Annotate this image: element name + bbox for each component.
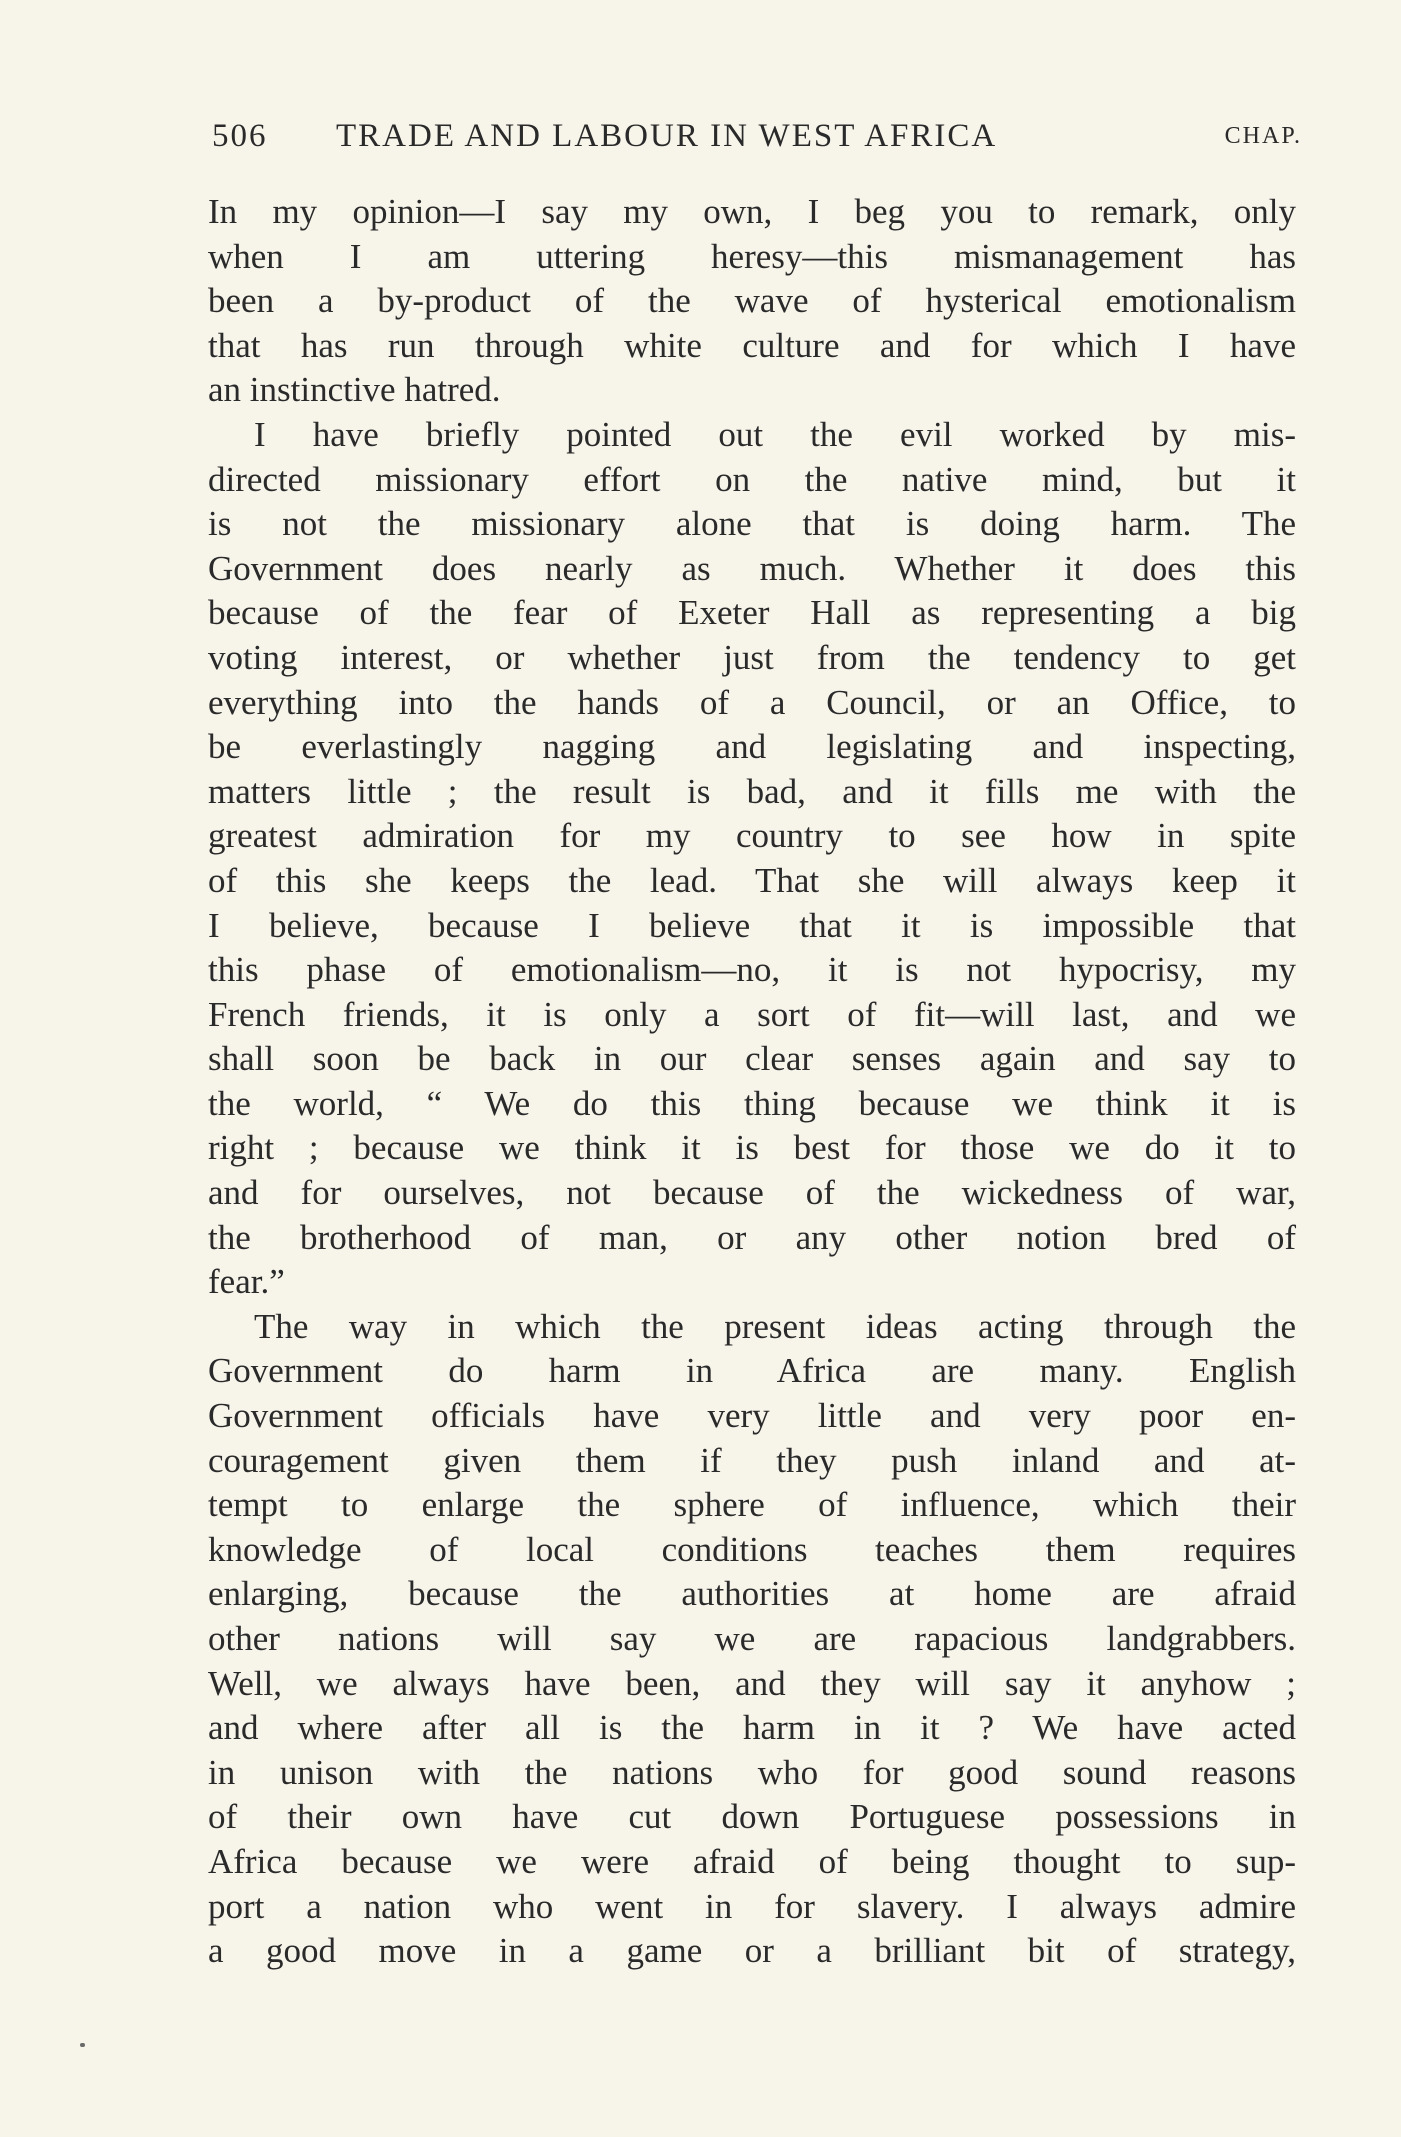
text-line: Government officials have very little and very poor en- [208, 1396, 1296, 1436]
text-line: and where after all is the harm in it ? We have acted [208, 1708, 1296, 1748]
text-line: couragement given them if they push inland and at- [208, 1440, 1296, 1480]
text-line: tempt to enlarge the sphere of influence, which their [208, 1485, 1296, 1525]
text-line: fear.” [208, 1262, 285, 1302]
text-line: other nations will say we are rapacious landgrabbers. [208, 1619, 1296, 1658]
chapter-marker: CHAP. [1224, 123, 1302, 149]
text-line: Government does nearly as much. Whether it does this [208, 548, 1296, 588]
text-line: the brotherhood of man, or any other notion bred of [208, 1217, 1296, 1257]
text-line: of their own have cut down Portuguese possessions in [208, 1797, 1296, 1837]
text-line: voting interest, or whether just from the tendency to get [208, 637, 1296, 677]
page-header [212, 112, 1302, 160]
text-line: I have briefly pointed out the evil worked by mis- [254, 414, 1296, 454]
text-line: French friends, it is only a sort of fit—will last, and we [208, 994, 1296, 1034]
text-line: when I am uttering heresy—this mismanagement has [208, 236, 1296, 276]
running-title: TRADE AND LABOUR IN WEST AFRICA [336, 118, 998, 154]
text-line: In my opinion—I say my own, I beg you to remark, only [208, 192, 1296, 231]
text-line: and for ourselves, not because of the wickedness of war, [208, 1173, 1296, 1213]
text-line: matters little ; the result is bad, and it fills me with the [208, 771, 1296, 811]
text-line: directed missionary effort on the native mind, but it [208, 459, 1296, 499]
text-line: because of the fear of Exeter Hall as representing a big [208, 593, 1296, 633]
body-text [208, 190, 1296, 1974]
text-line: of this she keeps the lead. That she will always keep it [208, 860, 1296, 900]
text-line: been a by-product of the wave of hysterical emotionalism [208, 281, 1296, 321]
text-line: that has run through white culture and for which I have [208, 325, 1296, 365]
text-line: everything into the hands of a Council, or an Office, to [208, 682, 1296, 722]
text-line: Government do harm in Africa are many. English [208, 1351, 1296, 1391]
page-number: 506 [212, 118, 268, 154]
text-line: shall soon be back in our clear senses again and say to [208, 1039, 1296, 1079]
text-line: I believe, because I believe that it is impossible that [208, 905, 1296, 945]
text-line: greatest admiration for my country to see how in spite [208, 816, 1296, 856]
text-line: right ; because we think it is best for those we do it to [208, 1128, 1296, 1168]
text-line: Well, we always have been, and they will say it anyhow ; [208, 1663, 1296, 1703]
text-line: this phase of emotionalism—no, it is not hypocrisy, my [208, 950, 1296, 990]
text-line: the world, “ We do this thing because we think it is [208, 1083, 1296, 1123]
text-line: The way in which the present ideas acting through the [254, 1306, 1296, 1346]
text-line: knowledge of local conditions teaches them requires [208, 1529, 1296, 1569]
text-line: an instinctive hatred. [208, 370, 501, 410]
print-speck [80, 2043, 85, 2047]
text-line: is not the missionary alone that is doing harm. The [208, 504, 1296, 544]
text-line: enlarging, because the authorities at home are afraid [208, 1574, 1296, 1614]
text-line: a good move in a game or a brilliant bit of strategy, [208, 1931, 1296, 1971]
text-line: Africa because we were afraid of being thought to sup- [208, 1841, 1296, 1881]
text-line: port a nation who went in for slavery. I always admire [208, 1886, 1296, 1926]
text-line: be everlastingly nagging and legislating and inspecting, [208, 727, 1296, 767]
text-line: in unison with the nations who for good sound reasons [208, 1752, 1296, 1792]
